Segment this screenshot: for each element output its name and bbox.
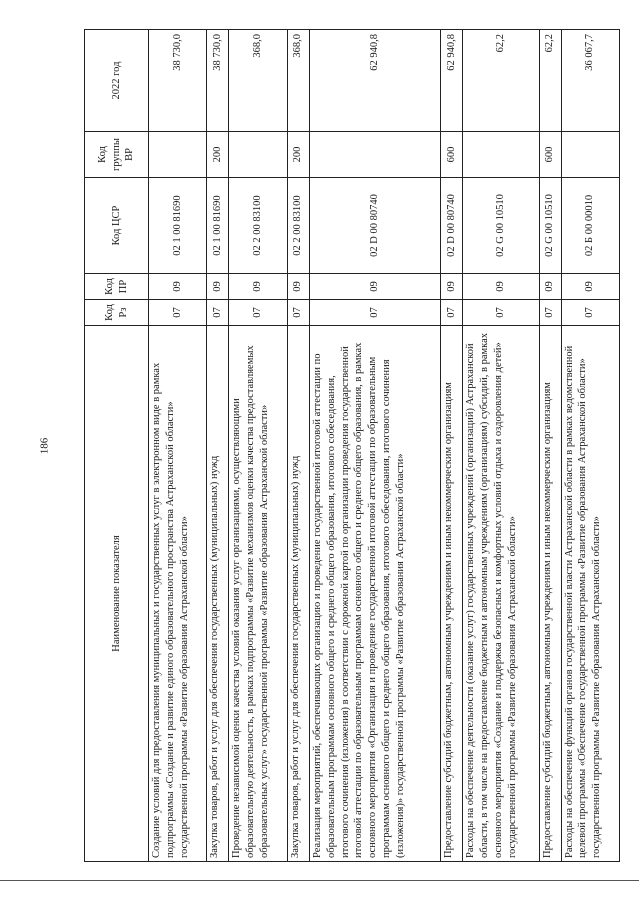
cell-pr: 09 — [539, 274, 561, 300]
cell-vr — [462, 132, 539, 178]
cell-rz: 07 — [561, 300, 619, 326]
cell-csr: 02 G 00 10510 — [539, 178, 561, 274]
cell-csr: 02 D 00 80740 — [440, 178, 462, 274]
cell-pr: 09 — [207, 274, 229, 300]
table-row — [440, 30, 462, 862]
header-sum: 2022 год — [85, 30, 149, 132]
cell-vr: 600 — [539, 132, 561, 178]
cell-pr: 09 — [149, 274, 207, 300]
table-row — [309, 30, 440, 862]
cell-csr: 02 1 00 81690 — [207, 178, 229, 274]
cell-vr — [149, 132, 207, 178]
cell-pr: 09 — [462, 274, 539, 300]
cell-csr: 02 2 00 83100 — [287, 178, 309, 274]
cell-rz: 07 — [440, 300, 462, 326]
cell-pr: 09 — [561, 274, 619, 300]
cell-csr: 02 Б 00 00010 — [561, 178, 619, 274]
cell-rz: 07 — [287, 300, 309, 326]
cell-sum: 36 067,7 — [561, 30, 619, 132]
cell-sum: 38 730,0 — [149, 30, 207, 132]
cell-pr: 09 — [309, 274, 440, 300]
cell-rz: 07 — [462, 300, 539, 326]
cell-name: Проведение независимой оценки качества условий оказания услуг организациями, осуществляющими образовательную деятельность, в рамках подпрограммы «Развитие механизмов оценки качества предоставляемых образовательных услуг» государственной программы «Развитие образования Астраханской области» — [229, 326, 287, 862]
header-name: Наименование показателя — [85, 326, 149, 862]
cell-rz: 07 — [229, 300, 287, 326]
cell-sum: 62,2 — [539, 30, 561, 132]
cell-sum: 368,0 — [229, 30, 287, 132]
table-row — [149, 30, 207, 862]
cell-sum: 62 940,8 — [309, 30, 440, 132]
cell-vr — [309, 132, 440, 178]
cell-vr: 200 — [287, 132, 309, 178]
cell-vr — [561, 132, 619, 178]
cell-name: Предоставление субсидий бюджетным, автономным учреждениям и иным некоммерческим организациям — [440, 326, 462, 862]
cell-sum: 62 940,8 — [440, 30, 462, 132]
cell-name: Расходы на обеспечение деятельности (оказание услуг) государственных учреждений (организаций) Астраханской области, в том числе на предоставление бюджетным и автономным учреждениям (организациям) субсидий, в рамках основного мероприятия «Создание и поддержка безопасных и комфортных условий отдыха и оздоровления детей» государственной программы «Развитие образования Астраханской области» — [462, 326, 539, 862]
cell-csr: 02 D 00 80740 — [309, 178, 440, 274]
cell-csr: 02 G 00 10510 — [462, 178, 539, 274]
cell-name: Закупка товаров, работ и услуг для обеспечения государственных (муниципальных) нужд — [207, 326, 229, 862]
header-csr: Код ЦСР — [85, 178, 149, 274]
table-header-row — [85, 30, 149, 862]
cell-name: Закупка товаров, работ и услуг для обеспечения государственных (муниципальных) нужд — [287, 326, 309, 862]
rotated-table-region — [84, 30, 639, 862]
cell-name: Создание условий для предоставления муниципальных и государственных услуг в электронном виде в рамках подпрограммы «Создание и развитие единого образовательного пространства Астраханской области» государственной программы «Развитие образования Астраханской области» — [149, 326, 207, 862]
cell-rz: 07 — [539, 300, 561, 326]
cell-name: Расходы на обеспечение функций органов государственной власти Астраханской области в рамках ведомственной целевой программы «Обеспечение государственной программы «Развитие образования Астраханской области» государственной программы «Развитие образования Астраханской области» — [561, 326, 619, 862]
rotated-table-container — [84, 30, 639, 862]
cell-sum: 38 730,0 — [207, 30, 229, 132]
cell-csr: 02 1 00 81690 — [149, 178, 207, 274]
page-number: 186 — [38, 437, 51, 455]
cell-rz: 07 — [309, 300, 440, 326]
table-row — [207, 30, 229, 862]
table-row — [462, 30, 539, 862]
cell-vr: 600 — [440, 132, 462, 178]
header-vr: Код группы ВР — [85, 132, 149, 178]
table-row — [229, 30, 287, 862]
cell-pr: 09 — [229, 274, 287, 300]
cell-rz: 07 — [149, 300, 207, 326]
table-row — [287, 30, 309, 862]
cell-pr: 09 — [287, 274, 309, 300]
cell-sum: 62,2 — [462, 30, 539, 132]
cell-pr: 09 — [440, 274, 462, 300]
cell-name: Реализация мероприятий, обеспечивающих организацию и проведение государственной итоговой аттестации по образовательным программам основного общего и среднего общего образования, итогового собеседования, итогового сочинения (изложения) в соответствии с дорожной картой по организации проведения государственной итоговой аттестации по образовательным программам основного общего и среднего общего образования, в рамках основного мероприятия «Организация и проведение государственной итоговой аттестации по образовательным программам основного общего и среднего общего образования, итогового собеседования, итогового сочинения (изложения)» государственной программы «Развитие образования Астраханской области» — [309, 326, 440, 862]
table-row — [539, 30, 561, 862]
cell-vr: 200 — [207, 132, 229, 178]
header-rz: Код Рз — [85, 300, 149, 326]
cell-vr — [229, 132, 287, 178]
cell-rz: 07 — [207, 300, 229, 326]
cell-sum: 368,0 — [287, 30, 309, 132]
header-pr: Код ПР — [85, 274, 149, 300]
cell-csr: 02 2 00 83100 — [229, 178, 287, 274]
table-row — [561, 30, 619, 862]
budget-table — [84, 29, 620, 862]
cell-name: Предоставление субсидий бюджетным, автономным учреждениям и иным некоммерческим организациям — [539, 326, 561, 862]
bottom-divider — [0, 880, 639, 881]
